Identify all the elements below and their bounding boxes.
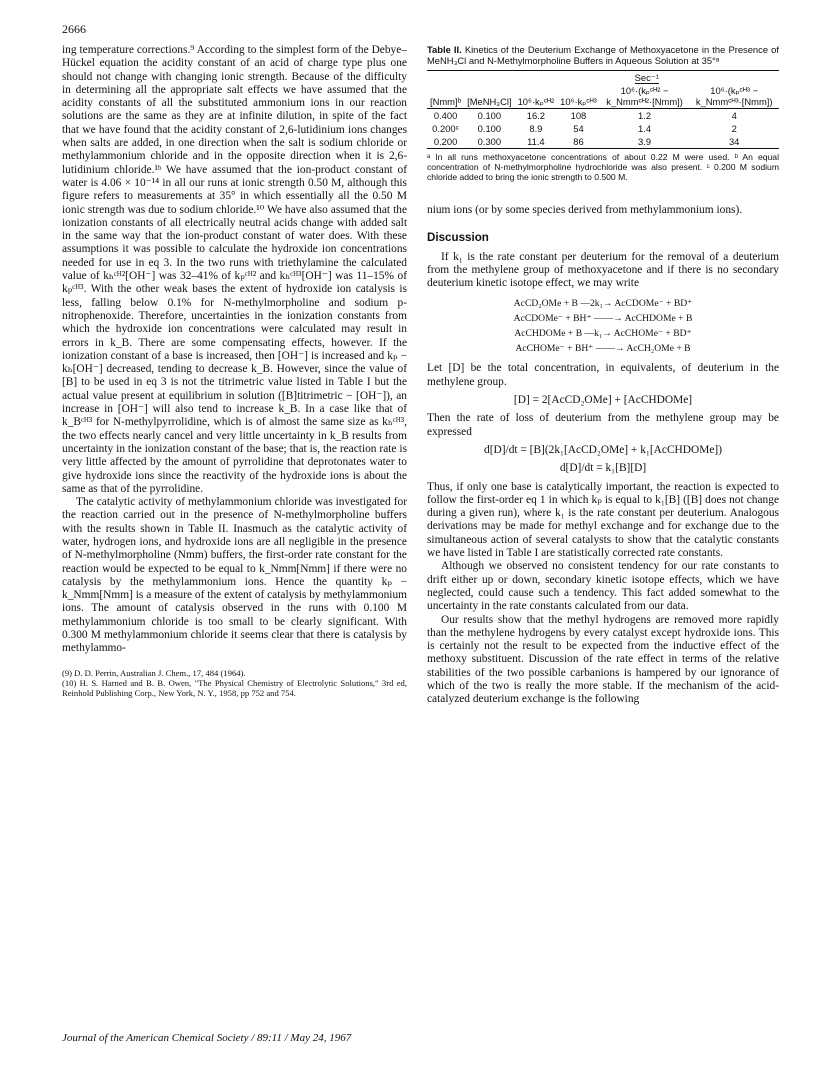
table-cell: 3.9 bbox=[600, 135, 690, 149]
column-header: [MeNH₃Cl] bbox=[464, 84, 514, 109]
table-cell: 0.100 bbox=[477, 110, 502, 121]
body-paragraph: If k₁ is the rate constant per deuterium for the removal of a deuterium from the methylene group of methoxyacetone and if there is no secondary deuterium kinetic isotope effect, we may write bbox=[427, 250, 779, 290]
table-cell: 0.200 bbox=[427, 135, 464, 149]
column-header: 10⁶·kₚᶜᴴ³ bbox=[557, 84, 600, 109]
sec-header: Sec⁻¹ bbox=[634, 72, 659, 83]
table-cell: 54 bbox=[573, 123, 584, 134]
kinetics-table bbox=[427, 70, 779, 149]
table-cell: 8.9 bbox=[529, 123, 543, 134]
table-row bbox=[427, 122, 779, 135]
reference-item: (10) H. S. Harned and B. B. Owen, "The Physical Chemistry of Electrolytic Solutions," 3rd ed, Reinhold Publishing Corp., New York, N. Y., 1958, pp 752 and 754. bbox=[62, 677, 407, 698]
table-cell: 1.2 bbox=[638, 110, 652, 121]
page-number: 2666 bbox=[62, 22, 86, 36]
references bbox=[62, 668, 407, 698]
left-column bbox=[62, 44, 407, 698]
table-cell: 0.200ᶜ bbox=[432, 123, 459, 134]
table-footnotes: ᵃ In all runs methoxyacetone concentrations of about 0.22 M were used. ᵇ An equal concentration of N-methylmorpholine hydrochloride was also present. ᶜ 0.200 M sodium chloride added to bring the ionic strength to 0.500 M. bbox=[427, 152, 779, 182]
equation: d[D]/dt = [B](2k₁[AcCD₂OMe] + k₁[AcCHDOMe]) bbox=[484, 443, 722, 456]
table-cell: 0.300 bbox=[464, 135, 514, 149]
reference-item: (9) D. D. Perrin, Australian J. Chem., 17, 484 (1964). bbox=[62, 667, 246, 678]
table-cell: 34 bbox=[689, 135, 779, 149]
reaction-line: AcCD₂OMe + B —2k₁→ AcCDOMe⁻ + BD⁺ bbox=[513, 298, 693, 310]
table-row bbox=[427, 135, 779, 149]
table-cell: 86 bbox=[557, 135, 600, 149]
table-cell: 2 bbox=[731, 123, 737, 134]
reaction-scheme bbox=[427, 296, 779, 356]
continuation-text: nium ions (or by some species derived from methylammonium ions). bbox=[427, 204, 743, 216]
table-cell: 11.4 bbox=[515, 135, 558, 149]
reaction-line: AcCHOMe⁻ + BH⁺ ——→ AcCH₂OMe + B bbox=[515, 343, 691, 355]
column-header: 10⁶·(kₚᶜᴴ³ − k_Nmmᶜᴴ³·[Nmm]) bbox=[689, 84, 779, 109]
table-cell: 4 bbox=[731, 110, 737, 121]
table-caption bbox=[427, 44, 779, 66]
body-paragraph: Our results show that the methyl hydrogens are removed more rapidly than the methylene hydrogens by every catalyst except hydroxide ions. This is certainly not the result to be expected from the inductive effect of the methoxy substituent. Discussion of the rate effect in terms of the relative stabilities of the two possible carbanions is hampered by our ignorance of which of the two is really the more stable. If the mechanism of the acid-catalyzed deuterium exchange is the following bbox=[427, 613, 779, 706]
column-header: 10⁶·kₚᶜᴴ² bbox=[515, 84, 558, 109]
column-header: [Nmm]ᵇ bbox=[427, 84, 464, 109]
body-paragraph: Let [D] be the total concentration, in equivalents, of deuterium in the methylene group. bbox=[427, 362, 779, 388]
table-cell: 0.100 bbox=[477, 123, 502, 134]
table-cell: 108 bbox=[570, 110, 587, 121]
right-column bbox=[427, 44, 779, 707]
reaction-line: AcCHDOMe + B —k₁→ AcCHOMe⁻ + BD⁺ bbox=[514, 328, 692, 340]
table-caption-label: Table II. bbox=[427, 44, 462, 55]
table-row bbox=[427, 109, 779, 123]
reaction-line: AcCDOMe⁻ + BH⁺ ——→ AcCHDOMe + B bbox=[513, 313, 693, 325]
section-heading: Discussion bbox=[427, 231, 489, 245]
body-paragraph: Then the rate of loss of deuterium from the methylene group may be expressed bbox=[427, 412, 779, 438]
body-paragraph: The catalytic activity of methylammonium chloride was investigated for the reaction carried out in the presence of N-methylmorpholine buffers with the results shown in Table II. Inasmuch as the catalytic activity of water, hydrogen ions, and hydroxide ions are all negligible in the presence of N-methylmorpholine (Nmm) buffers, the first-order rate constant for the reaction would be expected to be equal to k_Nmm[Nmm] if there were no catalysis by the methylammonium ions. Hence the quantity kₚ − k_Nmm[Nmm] is a measure of the extent of catalysis by methylammonium ions. The amount of catalysis observed in the runs with 0.100 M methylammonium chloride is too small to be clearly significant. With 0.300 M methylammonium chloride it seems clear that there is catalysis by methylammo- bbox=[62, 496, 407, 655]
body-paragraph: ing temperature corrections.⁹ According to the simplest form of the Debye–Hückel equation the acidity constant of an acid of charge type plus one should not change with changing ionic strength. Because of the difficulty in determining all the appropriate salt effects we have assumed that the acidity constants of all the substituted ammonium ions in our reaction solutions are the same as they are at infinite dilution, in spite of the fact that we have found that the acidity constant of 2,6-lutidinium ions changes when salts are added, in one direction when the salt is sodium chloride or methylammonium chloride and in the opposite direction when it is 2,6-lutidinium chloride.¹ᵇ We have assumed that the ion-product constant of water is 4.06 × 10⁻¹⁴ in all our runs at ionic strength 0.50 M, although this figure refers to measurements at 35° in which essentially all the 0.50 M ionic strength was due to sodium chloride.¹⁰ We have also assumed that the ionization constants of all electrically neutral acids change with added salt in the same way that the ion-product constant of water does. With these assumptions it was possible to calculate the hydroxide ion concentrations needed for use in eq 3. In the two runs with triethylamine the calculated value of kₕᶜᴴ²[OH⁻] was 32–41% of kₚᶜᴴ² and kₕᶜᴴ³[OH⁻] was 11–15% of kₚᶜᴴ³. With the other weak bases the extent of hydroxide ion catalysis is less, falling below 0.1% for N-methylmorpholine and sodium p-nitrophenoxide. Therefore, uncertainties in the ionization constants from which the hydroxide ion concentrations were calculated may result in errors in k_B. There are some compensating effects, however. If the ionization constant of a base is increased, then [OH⁻] is increased and kₚ − kₕ[OH⁻] decreased, tending to decrease k_B. However, since the value of [B] to be used in eq 3 is not the titrimetric value listed in Table I but the actual value present at equilibrium in solution ([B]titrimetric − [OH⁻]), an increase in [OH⁻] will also tend to increase k_B. In a case like that of k_Bᶜᴴ³ for N-methylpyrrolidine, which is of almost the same size as kₕᶜᴴ³, the two effects nearly cancel and very little uncertainty in k_B results from uncertainty in the ionization constant of the base; that is, the reaction rate is very little affected by the amount of pyrrolidine that deprotonates water to give hydroxide ions since the reactivity of the hydroxide ions is about the same as that of the pyrrolidine. bbox=[62, 44, 407, 495]
body-paragraph: Although we observed no consistent tendency for our rate constants to drift either up or down, secondary kinetic isotope effects, which we have neglected, could cause such a tendency. This fact added somewhat to the uncertainty in the rate constants calculated from our data. bbox=[427, 560, 779, 613]
table-caption-text: Kinetics of the Deuterium Exchange of Methoxyacetone in the Presence of MeNH₃Cl and N-Methylmorpholine Buffers in Aqueous Solution at 35°ᵃ bbox=[427, 44, 779, 66]
table-cell: 16.2 bbox=[526, 110, 545, 121]
journal-footer: Journal of the American Chemical Society / 89:11 / May 24, 1967 bbox=[62, 1032, 352, 1044]
equation: d[D]/dt = k₁[B][D] bbox=[559, 462, 647, 475]
column-header: 10⁶·(kₚᶜᴴ² − k_Nmmᶜᴴ²·[Nmm]) bbox=[600, 84, 690, 109]
table-cell: 0.400 bbox=[433, 110, 458, 121]
table-cell: 1.4 bbox=[638, 123, 652, 134]
body-paragraph: Thus, if only one base is catalytically important, the reaction is expected to follow the first-order eq 1 in which kₚ is equal to k₁[B] ([B] does not change during a given run), where k₁ is the rate constant per deuterium. Analogous derivations may be made for methyl exchange and for exchange due to the simultaneous action of several catalysts to show that the catalytic constants we have listed in Table I are statistically corrected rate constants. bbox=[427, 480, 779, 560]
equation: [D] = 2[AcCD₂OMe] + [AcCHDOMe] bbox=[513, 394, 693, 407]
